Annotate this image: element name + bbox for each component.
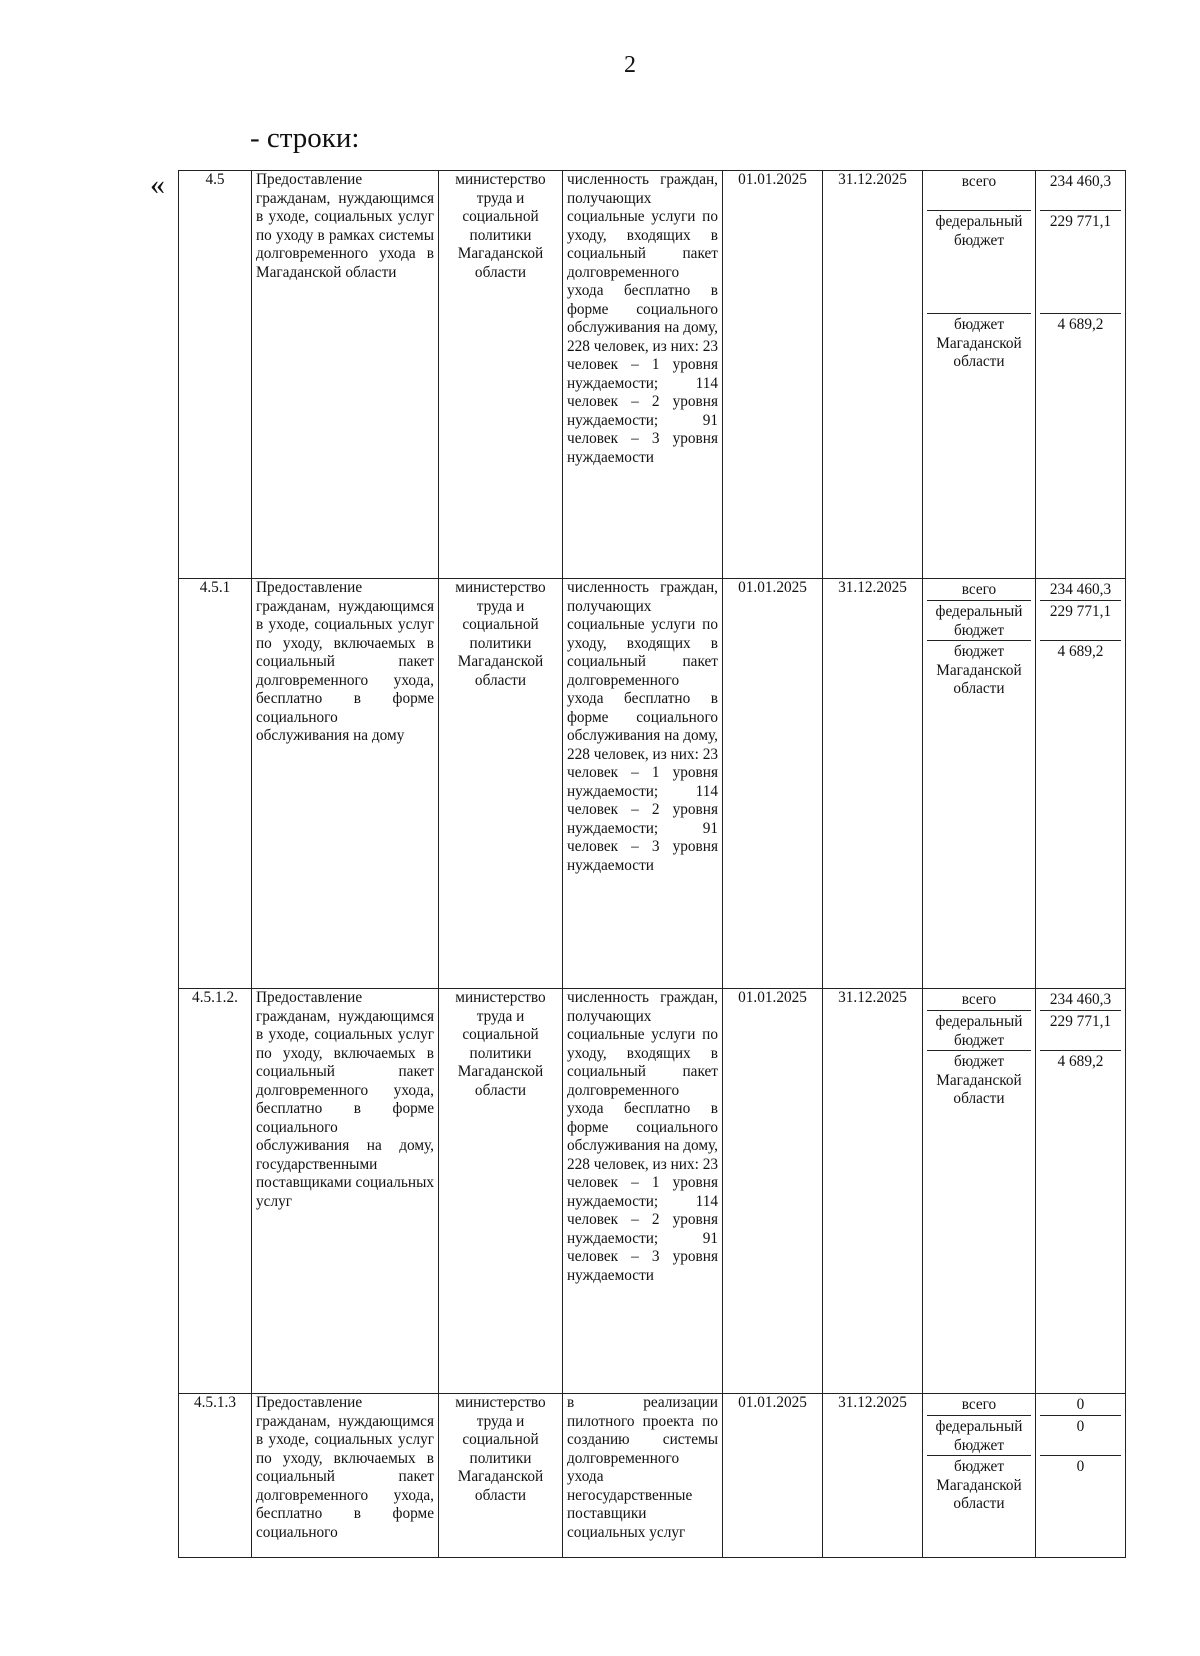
open-quote-mark: « (150, 168, 165, 201)
section-title: - строки: (250, 122, 360, 154)
indicator: численность граждан, получающих социальные услуги по уходу, входящих в социальный пакет долговременного ухода бесплатно в форме социального обслуживания на дому, 228 человек, из них: 23 человек – 1 уровня нуждаемости; 114 человек – 2 уровня нуждаемости; 91 человек – 3 уровня нуждаемости (563, 579, 723, 989)
source-federal: федеральный бюджет (927, 211, 1031, 314)
funding-amounts (1036, 1394, 1126, 1558)
row-number: 4.5.1.3 (179, 1394, 252, 1558)
source-regional: бюджет Магаданской области (936, 1053, 1022, 1107)
amount-total: 0 (1040, 1394, 1121, 1416)
funding-amounts (1036, 989, 1126, 1394)
amount-regional: 4 689,2 (1057, 316, 1104, 333)
amount-regional: 4 689,2 (1057, 643, 1104, 660)
start-date: 01.01.2025 (723, 989, 823, 1394)
start-date: 01.01.2025 (723, 1394, 823, 1558)
amount-regional: 0 (1076, 1458, 1085, 1475)
amount-federal: 229 771,1 (1040, 1011, 1121, 1051)
indicator: в реализации пилотного проекта по созданию системы долговременного ухода негосударственные поставщики социальных услуг (563, 1394, 723, 1558)
activity-name: Предоставление гражданам, нуждающимся в уходе, социальных услуг по уходу в рамках системы долговременного ухода в Магаданской области (252, 171, 439, 579)
source-federal: федеральный бюджет (927, 1011, 1031, 1051)
table-row (179, 989, 1126, 1394)
start-date: 01.01.2025 (723, 579, 823, 989)
amount-regional: 4 689,2 (1057, 1053, 1104, 1070)
amount-federal: 0 (1040, 1416, 1121, 1456)
row-number: 4.5 (179, 171, 252, 579)
amount-federal: 229 771,1 (1040, 211, 1121, 314)
table-row (179, 1394, 1126, 1558)
executor: министерство труда и социальной политики Магаданской области (439, 579, 563, 989)
funding-amounts (1036, 171, 1126, 579)
indicator: численность граждан, получающих социальные услуги по уходу, входящих в социальный пакет долговременного ухода бесплатно в форме социального обслуживания на дому, 228 человек, из них: 23 человек – 1 уровня нуждаемости; 114 человек – 2 уровня нуждаемости; 91 человек – 3 уровня нуждаемости (563, 989, 723, 1394)
activity-name: Предоставление гражданам, нуждающимся в уходе, социальных услуг по уходу, включаемых в социальный пакет долговременного ухода, бесплатно в форме социального обслуживания на дому (252, 579, 439, 989)
amount-federal: 229 771,1 (1040, 601, 1121, 641)
amount-total: 234 460,3 (1040, 171, 1121, 211)
activities-table (178, 170, 1126, 1558)
funding-sources (923, 579, 1036, 989)
end-date: 31.12.2025 (823, 579, 923, 989)
end-date: 31.12.2025 (823, 1394, 923, 1558)
source-regional: бюджет Магаданской области (936, 643, 1022, 697)
executor: министерство труда и социальной политики Магаданской области (439, 171, 563, 579)
indicator: численность граждан, получающих социальные услуги по уходу, входящих в социальный пакет долговременного ухода бесплатно в форме социального обслуживания на дому, 228 человек, из них: 23 человек – 1 уровня нуждаемости; 114 человек – 2 уровня нуждаемости; 91 человек – 3 уровня нуждаемости (563, 171, 723, 579)
executor: министерство труда и социальной политики Магаданской области (439, 989, 563, 1394)
row-number: 4.5.1 (179, 579, 252, 989)
activity-name: Предоставление гражданам, нуждающимся в уходе, социальных услуг по уходу, включаемых в социальный пакет долговременного ухода, бесплатно в форме социального (252, 1394, 439, 1558)
source-total: всего (927, 171, 1031, 211)
source-total: всего (927, 579, 1031, 601)
amount-total: 234 460,3 (1040, 579, 1121, 601)
funding-amounts (1036, 579, 1126, 989)
table-row (179, 171, 1126, 579)
row-number: 4.5.1.2. (179, 989, 252, 1394)
activity-name: Предоставление гражданам, нуждающимся в уходе, социальных услуг по уходу, включаемых в социальный пакет долговременного ухода, бесплатно в форме социального обслуживания на дому, государственными поставщиками социальных услуг (252, 989, 439, 1394)
source-regional: бюджет Магаданской области (936, 316, 1022, 370)
source-total: всего (927, 989, 1031, 1011)
source-total: всего (927, 1394, 1031, 1416)
source-regional: бюджет Магаданской области (936, 1458, 1022, 1512)
funding-sources (923, 171, 1036, 579)
end-date: 31.12.2025 (823, 989, 923, 1394)
amount-total: 234 460,3 (1040, 989, 1121, 1011)
page-number: 2 (624, 52, 636, 78)
source-federal: федеральный бюджет (927, 601, 1031, 641)
funding-sources (923, 1394, 1036, 1558)
table-row (179, 579, 1126, 989)
source-federal: федеральный бюджет (927, 1416, 1031, 1456)
executor: министерство труда и социальной политики Магаданской области (439, 1394, 563, 1558)
end-date: 31.12.2025 (823, 171, 923, 579)
funding-sources (923, 989, 1036, 1394)
start-date: 01.01.2025 (723, 171, 823, 579)
